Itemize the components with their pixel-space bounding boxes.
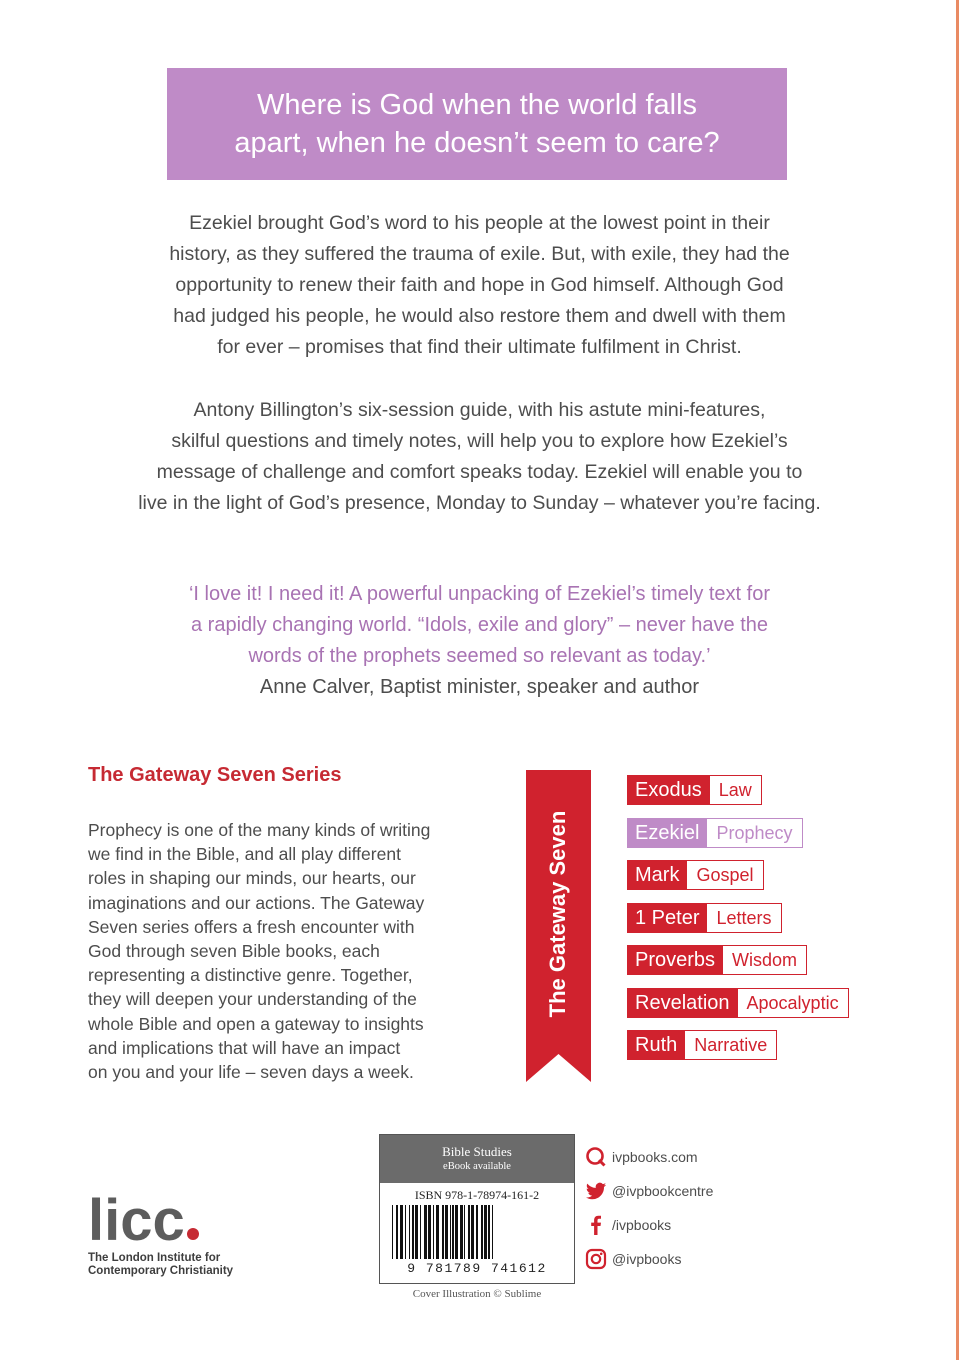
- logo-caption-line: Contemporary Christianity: [88, 1265, 234, 1277]
- quote-attribution: Anne Calver, Baptist minister, speaker and author: [259, 676, 700, 698]
- social-text: ivpbooks.com: [612, 1149, 698, 1165]
- book-name: Ezekiel: [627, 818, 707, 848]
- facebook-icon: [585, 1214, 607, 1236]
- series-line: Seven series offers a fresh encounter with: [88, 916, 415, 937]
- barcode-bar: [433, 1205, 434, 1259]
- licc-logo: [88, 1188, 234, 1278]
- barcode-bar: [442, 1205, 444, 1259]
- barcode-bar: [405, 1205, 406, 1259]
- book-name: Exodus: [627, 775, 710, 805]
- book-row-ruth: [627, 1030, 777, 1060]
- endorsement-quote: [60, 579, 899, 703]
- logo-wordmark: licc: [88, 1188, 185, 1253]
- barcode-bar: [452, 1205, 454, 1259]
- barcode-bar: [409, 1205, 410, 1259]
- book-genre: Apocalyptic: [738, 988, 849, 1018]
- book-genre: Letters: [707, 903, 781, 933]
- headline-line: Where is God when the world falls: [256, 89, 698, 121]
- quote-line: words of the prophets seemed so relevant as today.’: [248, 645, 711, 667]
- category-label: Bible Studies: [442, 1144, 512, 1159]
- blurb-paragraph-2: [60, 395, 899, 519]
- logo-caption-line: The London Institute for: [88, 1252, 221, 1264]
- book-name: 1 Peter: [627, 903, 707, 933]
- book-name: Proverbs: [627, 945, 723, 975]
- headline-line: apart, when he doesn’t seem to care?: [234, 127, 720, 159]
- barcode-bar: [450, 1205, 451, 1259]
- blurb-line: live in the light of God’s presence, Monday to Sunday – whatever you’re facing.: [138, 492, 821, 514]
- barcode-header: [380, 1135, 574, 1183]
- blurb-line: Antony Billington’s six-session guide, with his astute mini-features,: [193, 399, 766, 421]
- barcode-bar: [484, 1205, 487, 1259]
- blurb-paragraph-1: [60, 208, 899, 363]
- instagram-icon: [585, 1248, 607, 1270]
- social-row-instagram[interactable]: [585, 1246, 681, 1272]
- series-description: [88, 818, 488, 1084]
- bookmark-label-text: The Gateway Seven: [545, 810, 570, 1018]
- series-line: Prophecy is one of the many kinds of writing: [88, 820, 431, 840]
- quote-line: a rapidly changing world. “Idols, exile and glory” – never have the: [191, 614, 768, 636]
- series-line: roles in shaping our minds, our hearts, our: [88, 868, 416, 889]
- barcode-bar: [488, 1205, 490, 1259]
- book-genre: Law: [710, 775, 762, 805]
- barcode-bars: [390, 1205, 564, 1261]
- book-name: Mark: [627, 860, 687, 890]
- series-line: imaginations and our actions. The Gateway: [88, 892, 425, 913]
- barcode-box: [379, 1134, 575, 1284]
- isbn-text: ISBN 978-1-78974-161-2: [414, 1188, 540, 1202]
- book-row-revelation: [627, 988, 849, 1018]
- book-genre: Wisdom: [723, 945, 807, 975]
- blurb-line: for ever – promises that find their ultimate fulfilment in Christ.: [217, 336, 742, 358]
- barcode-bar: [436, 1205, 439, 1259]
- social-row-facebook[interactable]: [585, 1212, 671, 1238]
- barcode-bar: [396, 1205, 398, 1259]
- ivp-logo-icon: [585, 1146, 607, 1168]
- logo-dot: [187, 1228, 199, 1240]
- logo-mark: [88, 1188, 233, 1253]
- series-line: God through seven Bible books, each: [88, 941, 380, 962]
- social-text: /ivpbooks: [612, 1217, 672, 1233]
- social-text: @ivpbooks: [612, 1251, 682, 1267]
- barcode-bar: [400, 1205, 403, 1259]
- quote-line: ‘I love it! I need it! A powerful unpacking of Ezekiel’s timely text for: [188, 583, 771, 605]
- blurb-line: history, as they suffered the trauma of exile. But, with exile, they had the: [169, 243, 790, 265]
- book-row-ezekiel: [627, 818, 803, 848]
- blurb-line: Ezekiel brought God’s word to his people at the lowest point in their: [189, 212, 770, 234]
- series-line: representing a distinctive genre. Together,: [88, 965, 413, 986]
- book-row-proverbs: [627, 945, 807, 975]
- barcode-bar: [455, 1205, 458, 1259]
- barcode-bar: [492, 1205, 493, 1259]
- book-row-mark: [627, 860, 764, 890]
- book-name: Ruth: [627, 1030, 685, 1060]
- cover-credit: Cover Illustration © Sublime: [412, 1288, 542, 1300]
- social-text: @ivpbookcentre: [612, 1183, 714, 1199]
- series-line: on you and your life – seven days a week.: [88, 1062, 414, 1083]
- barcode-bar: [464, 1205, 465, 1259]
- book-genre: Prophecy: [707, 818, 802, 848]
- barcode-bar: [428, 1205, 431, 1259]
- barcode-bar: [392, 1205, 393, 1259]
- book-genre: Narrative: [685, 1030, 777, 1060]
- barcode-bar: [468, 1205, 470, 1259]
- ebook-label: eBook available: [443, 1161, 511, 1172]
- blurb-line: skilful questions and timely notes, will help you to explore how Ezekiel’s: [171, 430, 788, 452]
- social-row-twitter[interactable]: [585, 1178, 713, 1204]
- barcode-bar: [412, 1205, 414, 1259]
- headline-box: [167, 68, 787, 180]
- barcode-bar: [460, 1205, 463, 1259]
- barcode-bar: [445, 1205, 448, 1259]
- series-line: and implications that will have an impact: [88, 1037, 401, 1058]
- series-line: they will deepen your understanding of the: [88, 989, 417, 1010]
- book-name: Revelation: [627, 988, 738, 1018]
- series-line: we find in the Bible, and all play different: [88, 844, 401, 865]
- blurb-line: opportunity to renew their faith and hope in God himself. Although God: [175, 274, 784, 296]
- logo-caption: [88, 1252, 233, 1278]
- book-genre: Gospel: [687, 860, 763, 890]
- blurb-line: had judged his people, he would also restore them and dwell with them: [173, 305, 786, 327]
- book-row-exodus: [627, 775, 762, 805]
- barcode-bar: [420, 1205, 421, 1259]
- series-heading: The Gateway Seven Series: [88, 764, 342, 786]
- book-row-1-peter: [627, 903, 782, 933]
- blurb-line: message of challenge and comfort speaks today. Ezekiel will enable you to: [156, 461, 803, 483]
- barcode-bar: [481, 1205, 483, 1259]
- barcode-digits: 9 781789 741612: [407, 1261, 547, 1276]
- twitter-icon: [585, 1180, 607, 1202]
- series-line: whole Bible and open a gateway to insights: [88, 1013, 424, 1034]
- barcode-bar: [476, 1205, 478, 1259]
- barcode-bar: [415, 1205, 418, 1259]
- social-row-website[interactable]: [585, 1144, 698, 1170]
- barcode-bar: [424, 1205, 427, 1259]
- barcode-bar: [471, 1205, 474, 1259]
